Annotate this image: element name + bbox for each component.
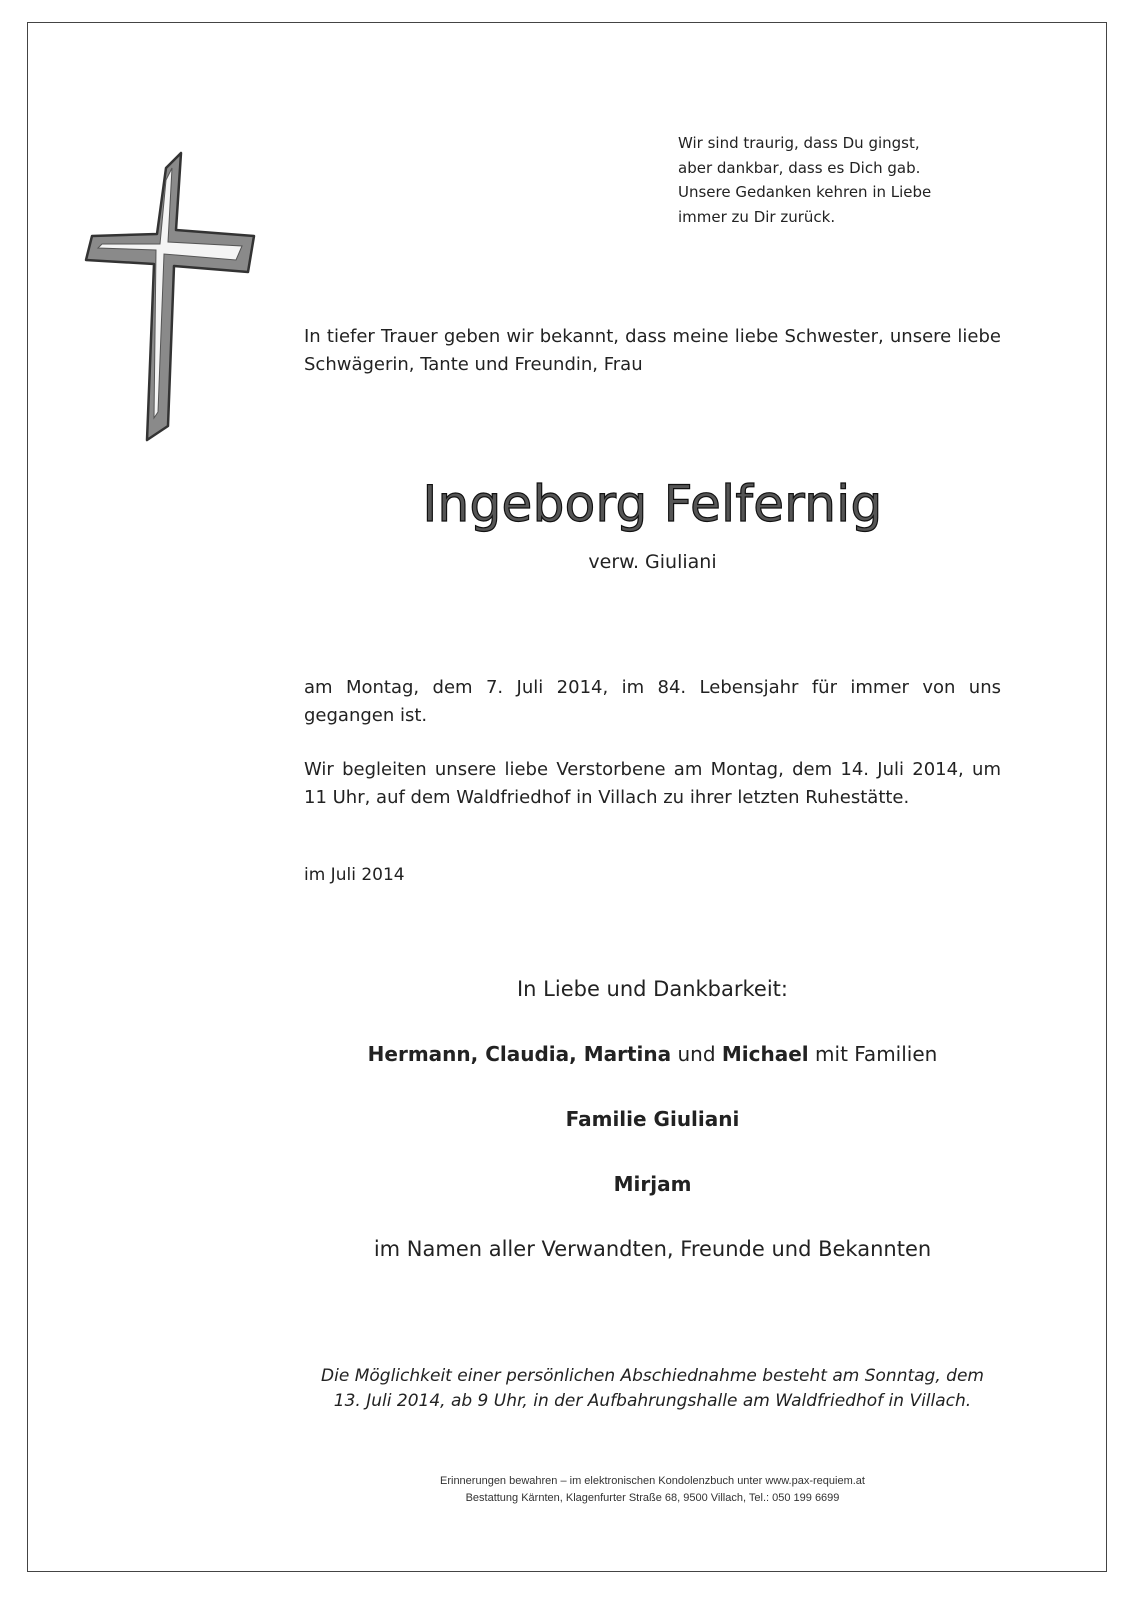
poem-line: Wir sind traurig, dass Du gingst,	[678, 134, 920, 152]
deceased-name: Ingeborg Felfernig	[422, 475, 883, 533]
mourner-mirjam: Mirjam	[613, 1172, 692, 1196]
viewing-notice-line: Die Möglichkeit einer persönlichen Abschiednahme besteht am Sonntag, dem	[321, 1366, 984, 1386]
mourner-name: Michael	[721, 1042, 809, 1066]
notice-date: im Juli 2014	[304, 865, 405, 885]
memorial-poem	[678, 131, 931, 229]
footer-address-line: Bestattung Kärnten, Klagenfurter Straße 68, 9500 Villach, Tel.: 050 199 6699	[465, 1492, 840, 1504]
funeral-home-footer	[304, 1473, 1001, 1507]
footer-condolence-line: Erinnerungen bewahren – im elektronischen Kondolenzbuch unter www.pax-requiem.at	[440, 1475, 865, 1487]
mourners-heading: In Liebe und Dankbarkeit:	[516, 977, 788, 1001]
poem-line: aber dankbar, dass es Dich gab.	[678, 158, 921, 177]
death-notice-text: am Montag, dem 7. Juli 2014, im 84. Lebensjahr für immer von uns gegangen ist.	[304, 677, 1001, 726]
deceased-name-note: verw. Giuliani	[588, 551, 717, 573]
poem-line: immer zu Dir zurück.	[678, 207, 836, 226]
mourners-family-giuliani: Familie Giuliani	[565, 1107, 740, 1131]
mourner-connector: und	[671, 1042, 722, 1066]
mourners-family-line	[304, 1039, 1001, 1069]
viewing-notice-line: 13. Juli 2014, ab 9 Uhr, in der Aufbahrungshalle am Waldfriedhof in Villach.	[333, 1391, 972, 1411]
burial-notice-text: Wir begleiten unsere liebe Verstorbene am Montag, dem 14. Juli 2014, um 11 Uhr, auf dem Waldfriedhof in Villach zu ihrer letzten Ruhestätte.	[304, 759, 1001, 808]
mourner-suffix: mit Familien	[808, 1042, 938, 1066]
announcement-intro: In tiefer Trauer geben wir bekannt, dass meine liebe Schwester, unsere liebe Schwägerin, Tante und Freundin, Frau	[304, 326, 1001, 375]
mourner-names: Hermann, Claudia, Martina	[367, 1042, 672, 1066]
cross-icon	[82, 150, 258, 442]
mourners-relatives-line: im Namen aller Verwandten, Freunde und Bekannten	[373, 1237, 932, 1261]
poem-line: Unsere Gedanken kehren in Liebe	[678, 183, 932, 201]
viewing-notice	[304, 1364, 1001, 1414]
